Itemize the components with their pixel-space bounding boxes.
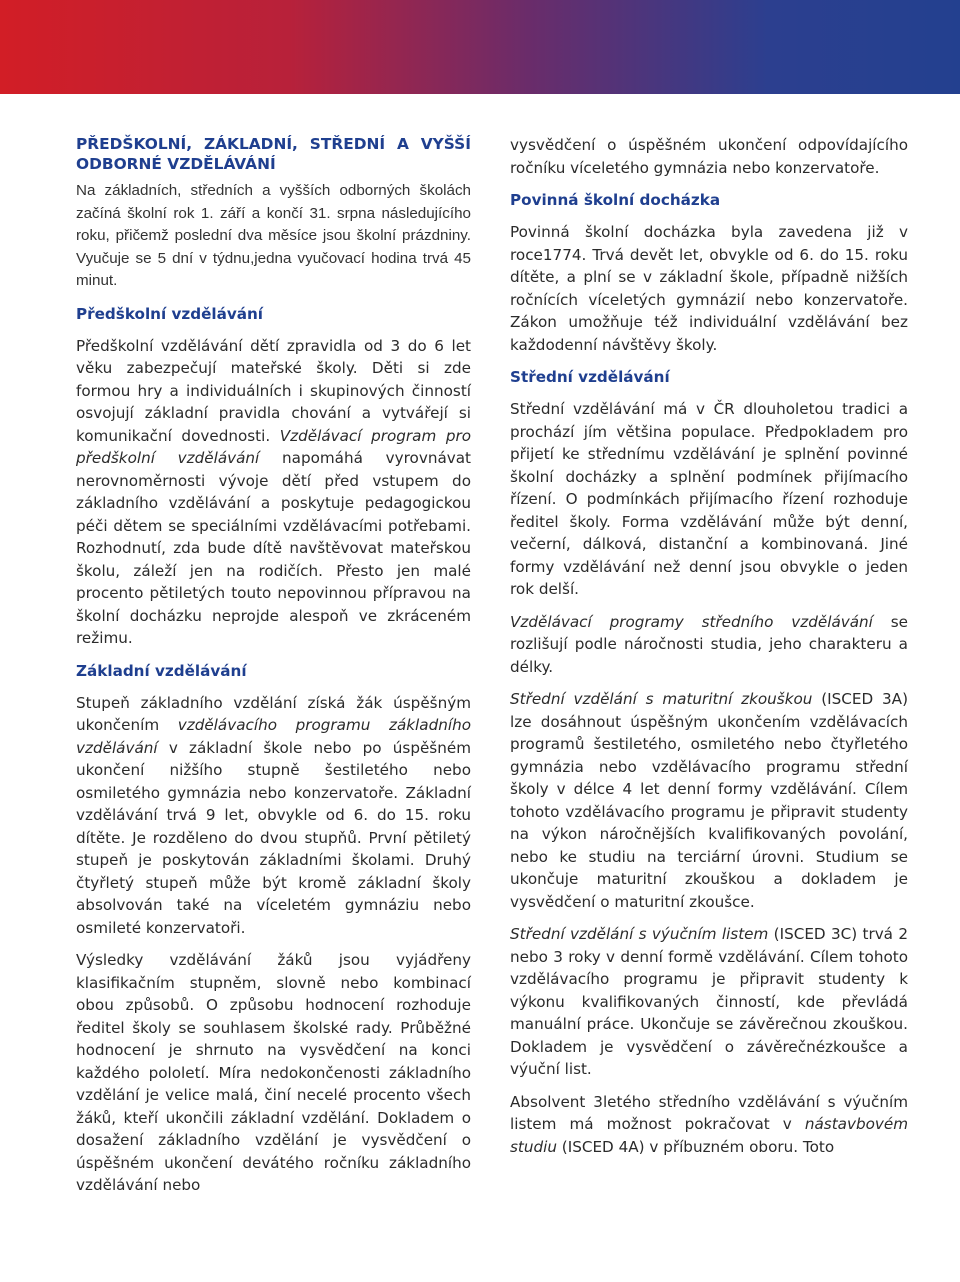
heading-secondary: Střední vzdělávání	[510, 368, 670, 386]
vocational-term: Střední vzdělání s výučním listem	[510, 925, 769, 943]
preschool-program-name: Vzdělávací program pro předškolní vzdělávání	[76, 426, 471, 467]
nastavba-term: nástavbovém studiu	[510, 1115, 908, 1156]
basic-paragraph-1	[76, 692, 471, 940]
maturita-term: Střední vzdělání s maturitní zkouškou	[510, 690, 813, 708]
secondary-text-3: (ISCED 3A) lze dosáhnout úspěšným ukončením vzdělávacích programů šestiletého, osmiletého nebo čtyřletého gymnázia nebo vzdělávacího programu střední školy v délce 4 let denní formy vzdělávání. Cílem tohoto vzdělávacího programu je připravit studenty na výkon náročnějších kvalifikovaných povolání, nebo ke studiu na terciární úrovni. Studium se ukončuje maturitní zkouškou a dokladem je vysvědčení o maturitní zkoušce.	[510, 690, 908, 911]
secondary-paragraph-5	[510, 1091, 908, 1159]
secondary-text-5c: (ISCED 4A) v příbuzném oboru. Toto	[556, 1137, 835, 1156]
basic-paragraph-2: Výsledky vzdělávání žáků jsou vyjádřeny klasifikačním stupněm, slovně nebo kombinací obou způsobů. O způsobu hodnocení rozhoduje ředitel školy se souhlasem školské rady. Průběžné hodnocení je shrnuto na vysvědčení na konci každého pololetí. Míra nedokončenosti základního vzdělání je velice malá, činí necelé procento všech žáků, kteří ukončili základní vzdělání. Dokladem o dosažení základního vzdělání je vysvědčení o úspěšném ukončení devátého ročníku základního vzdělávání nebo	[76, 951, 471, 1194]
basic-text-1: Stupeň základního vzdělání získá žák úspěšným ukončením	[76, 693, 471, 734]
heading-preschool: Předškolní vzdělávání	[76, 304, 264, 323]
secondary-paragraph-2	[510, 611, 908, 679]
header-banner	[0, 0, 960, 94]
main-title: PŘEDŠKOLNÍ, ZÁKLADNÍ, STŘEDNÍ A VYŠŠÍ ODBORNÉ VZDĚLÁVÁNÍ	[76, 135, 471, 173]
secondary-paragraph-1: Střední vzdělávání má v ČR dlouholetou tradici a prochází jím většina populace. Předpokladem pro přijetí ke střednímu vzdělávání je splnění povinné školní docházky a splnění podmínek přijímacího řízení. O podmínkách přijímacího řízení rozhoduje ředitel školy. Forma vzdělávání může být denní, večerní, dálková, distanční a kombinovaná. Jiné formy vzdělávání než denní jsou obvykle o jeden rok delší.	[510, 400, 908, 598]
preschool-text-2: napomáhá vyrovnávat nerovnoměrnosti vývoje dětí před vstupem do základního vzdělávání a poskytuje pedagogickou péči dětem se speciálními vzdělávacími potřebami. Rozhodnutí, zda bude dítě navštěvovat mateřskou školu, záleží jen na rodičích. Přesto jen malé procento pětiletých touto nepovinnou přípravou na školní docházku neprojde alespoň ve zkráceném režimu.	[76, 449, 471, 647]
secondary-paragraph-3	[510, 688, 908, 913]
secondary-text-5a: Absolvent 3letého středního vzdělávání s výučním listem má možnost pokračovat v	[510, 1092, 908, 1133]
left-column	[76, 134, 471, 1207]
basic-text-2: v základní škole nebo po úspěšném ukončení nižšího stupně šestiletého nebo osmiletého gymnázia nebo konzervatoře. Základní vzdělávání trvá 9 let, obvykle od 6. do 15. roku dítěte. Je rozděleno do dvou stupňů. První pětiletý stupeň je poskytován základními školami. Druhý čtyřletý stupeň může být kromě základní školy absolvován také na víceletém gymnáziu nebo osmileté konzervatoři.	[76, 738, 471, 937]
compulsory-paragraph: Povinná školní docházka byla zavedena již v roce1774. Trvá devět let, obvykle od 6. do 15. roku dítěte, a plní se v základní škole, případně nižších ročnících víceletých gymnázií nebo konzervatoře. Zákon umožňuje též individuální vzdělávání bez každodenní návštěvy školy.	[510, 223, 908, 354]
basic-program-name: vzdělávacího programu základního vzdělávání	[76, 716, 471, 757]
continued-paragraph: vysvědčení o úspěšném ukončení odpovídajícího ročníku víceletého gymnázia nebo konzervatoře.	[510, 136, 908, 177]
heading-compulsory: Povinná školní docházka	[510, 191, 721, 209]
right-column	[510, 134, 908, 1168]
preschool-paragraph	[76, 335, 471, 650]
secondary-programs-term: Vzdělávací programy středního vzdělávání	[510, 612, 873, 631]
heading-basic: Základní vzdělávání	[76, 661, 247, 680]
secondary-paragraph-4	[510, 923, 908, 1081]
preschool-text-1: Předškolní vzdělávání dětí zpravidla od 3 do 6 let věku zabezpečují mateřské školy. Děti si zde formou hry a individuálních i skupinových činností osvojují základní pravidla chování a vytvářejí si komunikační dovednosti.	[76, 336, 471, 445]
secondary-text-4: (ISCED 3C) trvá 2 nebo 3 roky v denní formě vzdělávání. Cílem tohoto vzdělávacího programu je připravit studenty k výkonu kvalifikovaných činností, kde převládá manuální práce. Ukončuje se závěrečnou zkouškou. Dokladem je vysvědčení o závěrečnézkoušce a výuční list.	[510, 925, 908, 1078]
intro-paragraph: Na základních, středních a vyšších odborných školách začíná školní rok 1. září a končí 31. srpna následujícího roku, přičemž poslední dva měsíce jsou školní prázdniny. Vyučuje se 5 dní v týdnu,jedna vyučovací hodina trvá 45 minut.	[76, 182, 471, 289]
secondary-text-2: se rozlišují podle náročnosti studia, jeho charakteru a délky.	[510, 612, 908, 676]
